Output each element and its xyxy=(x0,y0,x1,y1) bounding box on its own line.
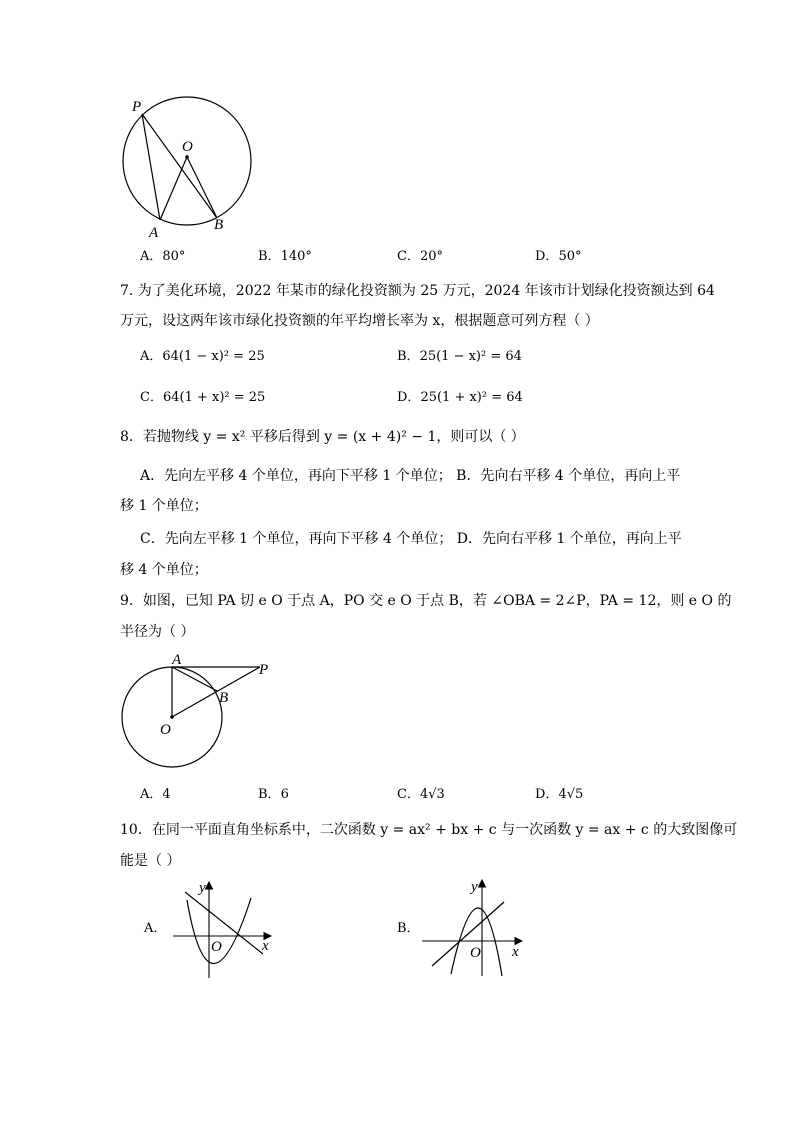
q6-radius-oa xyxy=(160,157,187,220)
q10-option-a-letter: A． xyxy=(144,921,167,936)
q9-stem-line2: 半径为（ ） xyxy=(120,624,195,640)
q10a-label-x: x xyxy=(262,938,269,954)
q9-label-o: O xyxy=(160,722,171,738)
q9-tangent-figure xyxy=(110,650,280,780)
q6-label-b: B xyxy=(214,217,224,233)
q10b-label-o: O xyxy=(470,945,481,961)
q7-option-a: A．64(1 − x)² = 25 xyxy=(140,349,265,364)
q8-option-cd-line2: 移 4 个单位； xyxy=(120,562,208,578)
q9-stem-line1: 9．如图，已知 PA 切 e O 于点 A，PO 交 e O 于点 B，若 ∠OBA = 2∠P，PA = 12，则 e O 的 xyxy=(120,593,732,609)
q10-stem-line2: 能是（ ） xyxy=(120,853,181,869)
q10b-label-x: x xyxy=(512,944,519,960)
q6-label-a: A xyxy=(149,225,159,240)
q7-stem-line1: 7. 为了美化环境，2022 年某市的绿化投资额为 25 万元，2024 年该市计划绿化投资额达到 64 xyxy=(120,283,715,299)
q8-option-ab-line1: A．先向左平移 4 个单位，再向下平移 1 个单位； B．先向右平移 4 个单位，再向上平 xyxy=(140,468,681,484)
q10-stem-line1: 10．在同一平面直角坐标系中，二次函数 y = ax² + bx + c 与一次函数 y = ax + c 的大致图像可 xyxy=(120,822,738,838)
q7-option-c: C．64(1 + x)² = 25 xyxy=(140,390,266,405)
q10a-label-y: y xyxy=(199,880,206,896)
q9-option-d: D．4√5 xyxy=(535,787,584,802)
q8-stem: 8．若抛物线 y = x² 平移后得到 y = (x + 4)² − 1，则可以（ ） xyxy=(120,429,525,445)
q7-stem-line2: 万元，设这两年该市绿化投资额的年平均增长率为 x，根据题意可列方程（ ） xyxy=(120,313,599,329)
q6-chord-pa xyxy=(142,114,160,220)
q9-option-c: C．4√3 xyxy=(397,787,445,802)
q6-option-d: D．50° xyxy=(535,249,582,264)
q7-option-b: B．25(1 − x)² = 64 xyxy=(397,349,522,364)
q6-center-dot xyxy=(185,155,189,159)
q10-option-a-graph xyxy=(165,878,280,980)
q9-option-a: A．4 xyxy=(140,787,171,802)
q6-circle-figure xyxy=(110,95,270,240)
q8-option-ab-line2: 移 1 个单位； xyxy=(120,498,208,514)
q10-option-b-graph xyxy=(418,876,533,980)
q6-label-o: O xyxy=(182,139,193,155)
q9-label-b: B xyxy=(219,690,229,706)
q6-option-a: A．80° xyxy=(140,249,186,264)
q6-chord-pb xyxy=(142,114,217,218)
q9-chord-ab xyxy=(172,667,217,691)
q9-label-a: A xyxy=(172,652,182,668)
q10b-label-y: y xyxy=(471,879,478,895)
q10a-label-o: O xyxy=(211,939,222,955)
q6-option-c: C．20° xyxy=(397,249,443,264)
q9-label-p: P xyxy=(259,662,269,678)
q10-option-b-letter: B． xyxy=(397,921,420,936)
q6-radius-ob xyxy=(187,157,217,218)
q9-center-dot xyxy=(170,715,174,719)
q7-option-d: D．25(1 + x)² = 64 xyxy=(397,390,523,405)
q6-option-b: B．140° xyxy=(258,249,312,264)
q10a-line xyxy=(185,892,263,954)
q9-option-b: B．6 xyxy=(258,787,289,802)
q6-label-p: P xyxy=(132,99,142,115)
q8-option-cd-line1: C．先向左平移 1 个单位，再向下平移 4 个单位； D．先向右平移 1 个单位，再向上平 xyxy=(140,531,682,547)
